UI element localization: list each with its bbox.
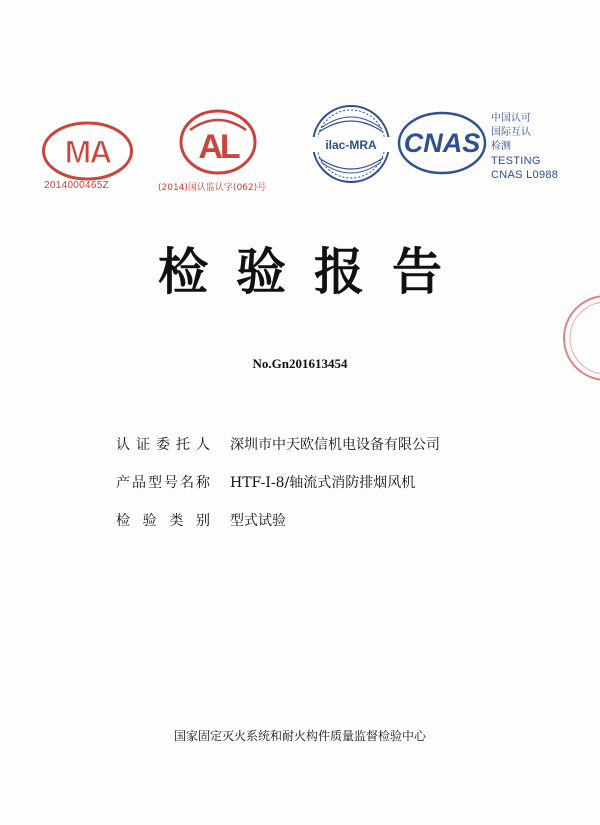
field-value: 深圳市中天欧信机电设备有限公司 xyxy=(230,437,440,453)
cal-logo xyxy=(178,108,258,176)
cnas-line: 中国认可 xyxy=(491,113,531,124)
ilac-mra-logo xyxy=(307,102,395,186)
cnas-line: CNAS L0988 xyxy=(491,169,559,181)
cma-certificate-code: 2014000465Z xyxy=(44,180,110,191)
field-label: 检 验 类 别 xyxy=(116,513,210,529)
cnas-line: 检测 xyxy=(491,141,511,152)
cnas-accreditation-text xyxy=(491,112,558,182)
cma-logo xyxy=(40,120,135,182)
page-title: 检验报告 xyxy=(158,242,470,301)
cnas-logo xyxy=(397,111,487,175)
cal-logo-text: AL xyxy=(198,128,238,166)
cnas-line: TESTING xyxy=(491,155,541,167)
field-label: 产 品 型 号 名 称 xyxy=(116,475,210,491)
cma-logo-text: MA xyxy=(64,134,111,170)
cnas-line: 国际互认 xyxy=(491,127,531,138)
field-label: 认 证 委 托 人 xyxy=(116,437,210,453)
cnas-logo-text: CNAS xyxy=(403,128,481,158)
cal-certificate-code: (2014)国认监认字(062)号 xyxy=(158,183,267,193)
ilac-mra-logo-text: ilac-MRA xyxy=(325,138,377,152)
seal-stamp xyxy=(560,292,600,384)
field-value: HTF-Ⅰ-8/轴流式消防排烟风机 xyxy=(230,475,416,491)
field-value: 型式试验 xyxy=(230,513,286,529)
issuing-organization: 国家固定灭火系统和耐火构件质量监督检验中心 xyxy=(173,729,426,743)
report-number: No.Gn201613454 xyxy=(252,356,348,371)
